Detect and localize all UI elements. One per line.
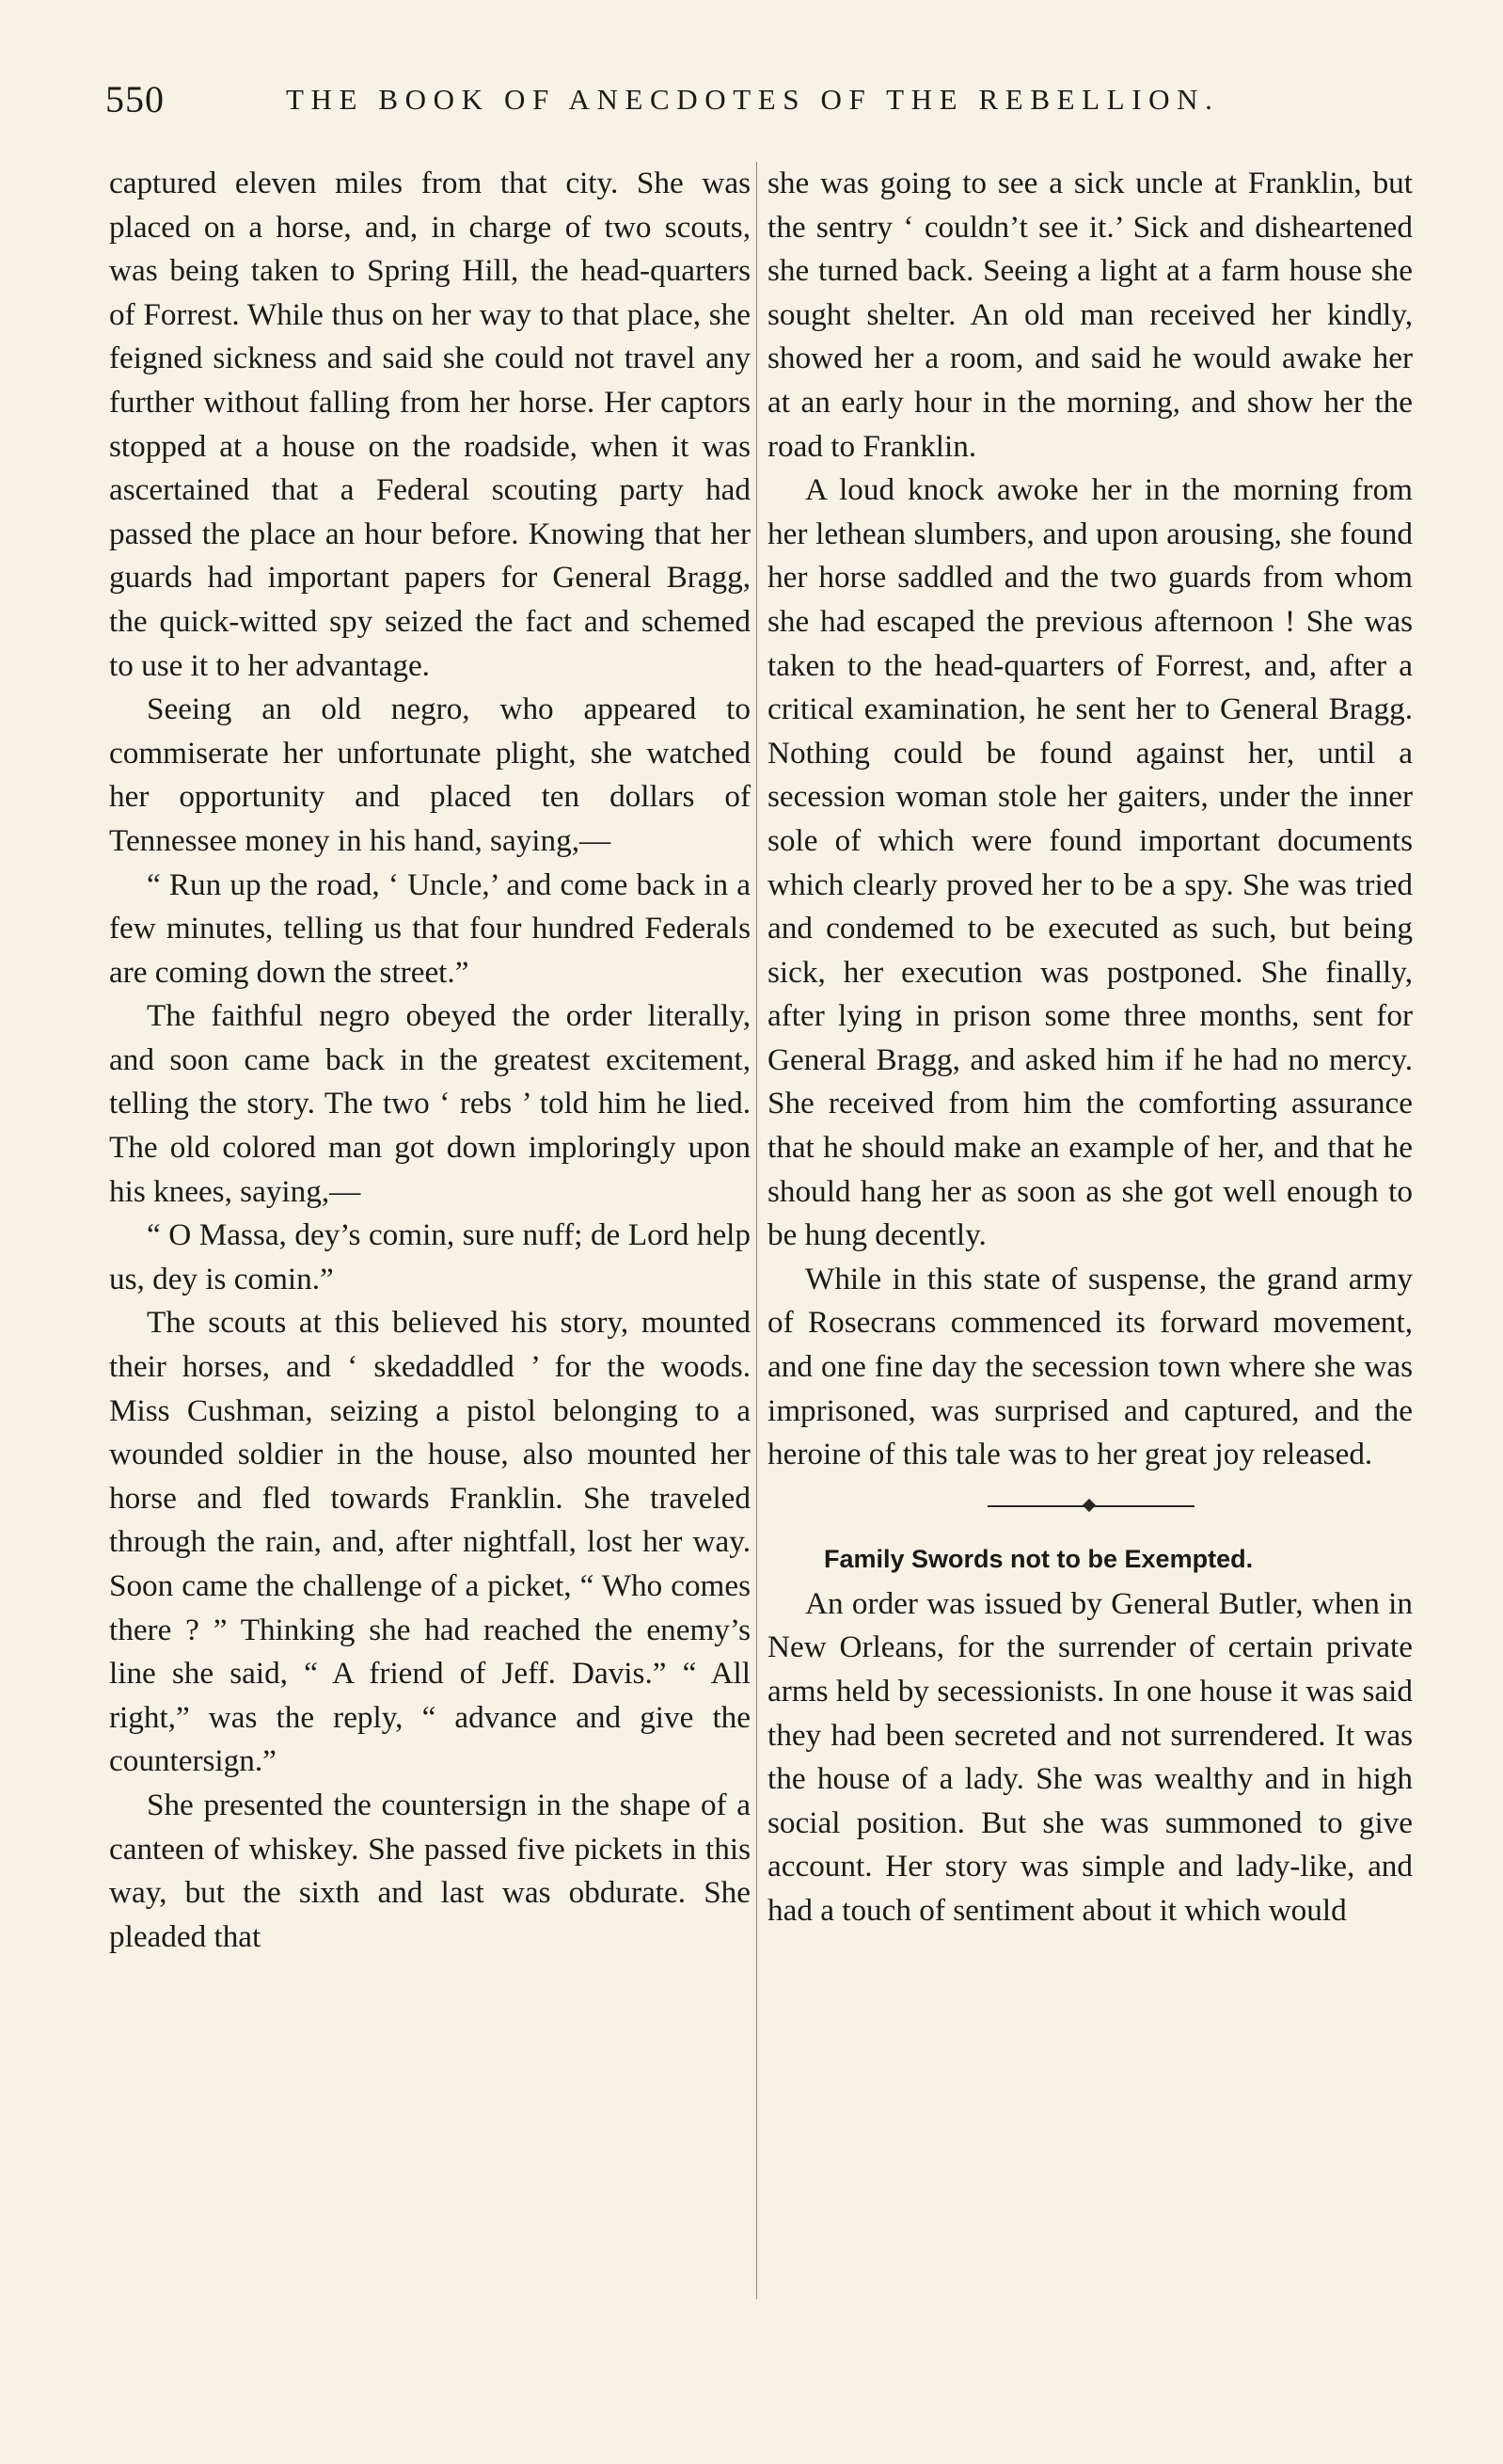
paragraph: The scouts at this believed his story, mounted their horses, and ‘ skedaddled ’ for the woods. Miss Cushman, seizing a pistol belonging to a wounded soldier in the house, also mounted her horse and fled towards Franklin. She traveled through the rain, and, after nightfall, lost her way. Soon came the challenge of a picket, “ Who comes there ? ” Thinking she had reached the enemy’s line she said, “ A friend of Jeff. Davis.” “ All right,” was the reply, “ advance and give the countersign.” [109,1305,751,1779]
paragraph: “ O Massa, dey’s comin, sure nuff; de Lord help us, dey is comin.” [109,1217,751,1296]
running-head [105,77,1413,134]
paragraph: captured eleven miles from that city. She was placed on a horse, and, in charge of two scouts, was being taken to Spring Hill, the head-quarters of Forrest. While thus on her way to that place, she feigned sickness and said she could not travel any further without falling from her horse. Her captors stopped at a house on the roadside, when it was ascertained that a Federal scouting party had passed the place an hour before. Knowing that her guards had important papers for General Bragg, the quick-witted spy seized the fact and schemed to use it to her advantage. [109,166,751,683]
right-column [767,162,1413,1933]
page-number: 550 [105,78,165,120]
column-rule [756,162,757,2299]
section-divider [767,1485,1413,1528]
paragraph: A loud knock awoke her in the morning from her lethean slumbers, and upon arousing, she found her horse saddled and the two guards from whom she had escaped the previous afternoon ! She was taken to the head-quarters of Forrest, and, after a critical examination, he sent her to General Bragg. Nothing could be found against her, until a secession woman stole her gaiters, under the inner sole of which were found important documents which clearly proved her to be a spy. She was tried and condemed to be executed as such, but being sick, her execution was postponed. She finally, after lying in prison some three months, sent for General Bragg, and asked him if he had no mercy. She received from him the comforting assurance that he should make an example of her, and that he should hang her as soon as she got well enough to be hung decently. [767,472,1413,1253]
divider-diamond-icon [1083,1499,1096,1512]
paragraph: An order was issued by General Butler, when in New Orleans, for the surrender of certain private arms held by secessionists. In one house it was said they had been secreted and not surrendered. It was the house of a lady. She was wealthy and in high social position. But she was summoned to give account. Her story was simple and lady-like, and had a touch of sentiment about it which would [767,1585,1413,1928]
paragraph: The faithful negro obeyed the order literally, and soon came back in the greatest excitement, telling the story. The two ‘ rebs ’ told him he lied. The old colored man got down imploringly upon his knees, saying,— [109,998,751,1209]
paragraph: She presented the countersign in the shape of a canteen of whiskey. She passed five pickets in this way, but the sixth and last was obdurate. She pleaded that [109,1787,751,1954]
paragraph: she was going to see a sick uncle at Franklin, but the sentry ‘ couldn’t see it.’ Sick and disheartened she turned back. Seeing a light at a farm house she sought shelter. An old man received her kindly, showed her a room, and said he would awake her at an early hour in the morning, and show her the road to Franklin. [767,166,1413,464]
paragraph: “ Run up the road, ‘ Uncle,’ and come back in a few minutes, telling us that four hundred Federals are coming down the street.” [109,866,751,990]
paragraph: Seeing an old negro, who appeared to commiserate her unfortunate plight, she watched her opportunity and placed ten dollars of Tennessee money in his hand, saying,— [109,692,751,858]
section-heading: Family Swords not to be Exempted. [824,1544,1254,1573]
running-title: THE BOOK OF ANECDOTES OF THE REBELLION. [286,83,1220,116]
left-column [109,162,751,1959]
paragraph: While in this state of suspense, the grand army of Rosecrans commenced its forward movement, and one fine day the secession town where she was imprisoned, was surprised and captured, and the heroine of this tale was to her great joy released. [767,1261,1413,1472]
